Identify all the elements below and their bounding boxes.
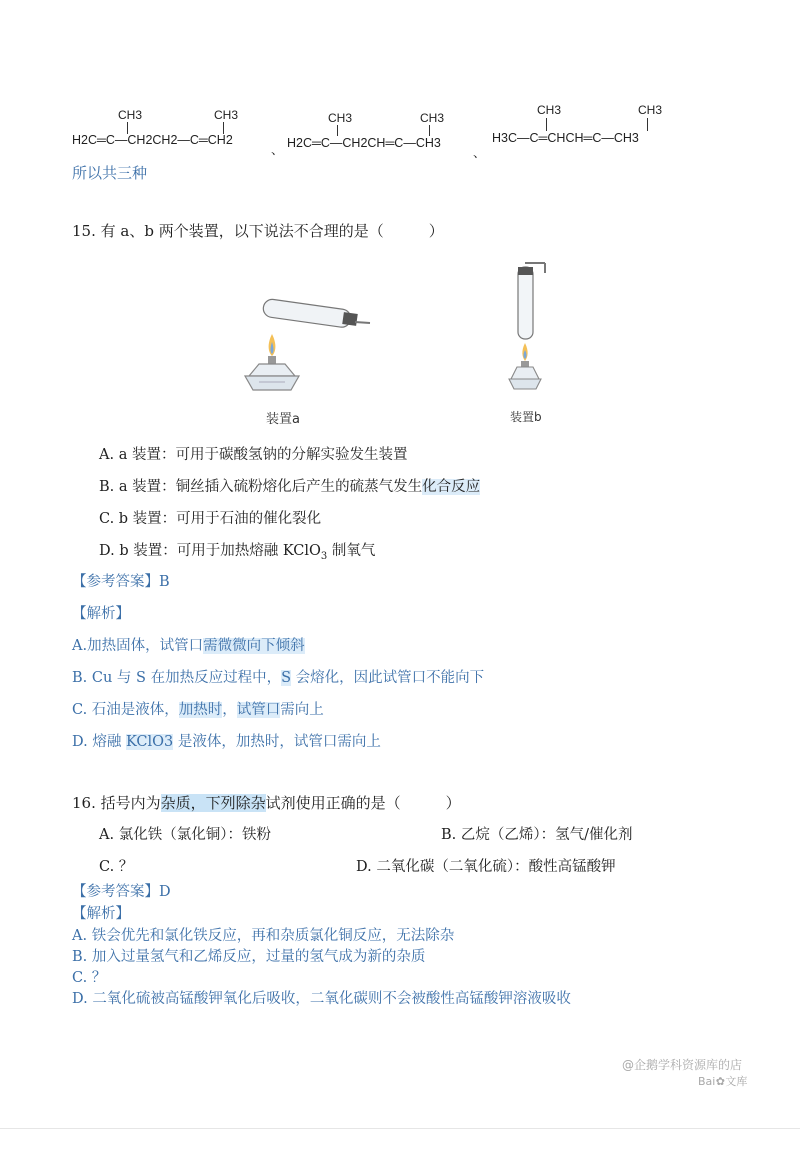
q15-option-d-suffix: 制氧气 — [327, 543, 376, 559]
q16-option-a: A. 氯化铁（氯化铜）：铁粉 — [99, 827, 271, 843]
q15-analysis-c-suffix: 需向上 — [280, 702, 324, 718]
q16-analysis-title: 【解析】 — [72, 906, 130, 922]
apparatus-a-label: 装置a — [266, 412, 300, 427]
formula2-separator: 、 — [473, 146, 486, 160]
apparatus-a-illustration — [235, 298, 380, 398]
q15-option-c: C. b 装置：可用于石油的催化裂化 — [99, 511, 322, 527]
q15-analysis-a-highlight: 需微微向下倾斜 — [203, 638, 305, 654]
apparatus-b-illustration — [505, 255, 560, 400]
formula3-ch3-left: CH3 — [537, 103, 562, 117]
q15-analysis-d-suffix: 是液体，加热时，试管口需向上 — [173, 734, 381, 750]
q16-stem-text: 16. 括号内为 — [72, 794, 161, 812]
formula3-bond-left — [546, 118, 547, 131]
q15-analysis-b-highlight: S — [281, 670, 292, 686]
q15-analysis-b-suffix: 会熔化，因此试管口不能向下 — [291, 670, 485, 686]
q15-answer: 【参考答案】B — [72, 574, 170, 590]
q16-analysis-d: D. 二氧化硫被高锰酸钾氧化后吸收，二氧化碳则不会被酸性高锰酸钾溶液吸收 — [72, 991, 571, 1007]
q15-option-b-text: B. a 装置：铜丝插入硫粉熔化后产生的硫蒸气发生 — [99, 479, 423, 495]
formula1-ch3-right: CH3 — [214, 108, 239, 122]
q15-stem: 15. 有 a、b 两个装置，以下说法不合理的是（ ） — [72, 222, 444, 240]
conclusion-text: 所以共三种 — [72, 164, 148, 182]
q15-analysis-c-highlight-1: 加热时 — [178, 702, 223, 718]
formula2-bond-left — [337, 125, 338, 136]
formula3-ch3-right: CH3 — [638, 103, 663, 117]
q16-stem-highlight-1: 杂质 — [160, 794, 191, 812]
q15-analysis-c-mid: ， — [222, 702, 237, 718]
q15-analysis-b-text: B. Cu 与 S 在加热反应过程中， — [72, 670, 282, 686]
formula2-bond-right — [429, 125, 430, 136]
q16-stem-highlight-2: 除杂 — [235, 794, 266, 812]
q16-option-d: D. 二氧化碳（二氧化硫）：酸性高锰酸钾 — [356, 859, 616, 875]
q15-analysis-c-highlight-2: 试管口 — [236, 702, 281, 718]
q15-option-b-highlight: 化合反应 — [422, 479, 481, 495]
formula2-ch3-right: CH3 — [420, 111, 445, 125]
formula2-ch3-left: CH3 — [328, 111, 353, 125]
q15-analysis-d — [72, 730, 381, 751]
q15-analysis-c — [72, 698, 324, 719]
q16-analysis-c: C. ？ — [72, 970, 107, 986]
q15-analysis-a — [72, 634, 305, 655]
q16-option-b: B. 乙烷（乙烯）：氢气/催化剂 — [441, 827, 633, 843]
formula3-chain: H3C—C═CHCH═C—CH3 — [492, 131, 639, 145]
q16-answer: 【参考答案】D — [72, 884, 171, 900]
q15-analysis-b — [72, 666, 484, 687]
q16-stem-mid: ，下列 — [190, 794, 236, 812]
q15-analysis-d-text: D. 熔融 — [72, 734, 126, 750]
formula1-ch3-left: CH3 — [118, 108, 143, 122]
watermark-shop-name: @企鹅学科资源库的店 — [622, 1058, 743, 1072]
page-bottom-divider — [0, 1128, 800, 1129]
q15-option-d-text: D. b 装置：可用于加热熔融 KClO — [99, 543, 321, 559]
formula2-chain: H2C═C—CH2CH═C—CH3 — [287, 136, 441, 150]
q16-analysis-a: A. 铁会优先和氯化铁反应，再和杂质氯化铜反应，无法除杂 — [72, 928, 455, 944]
watermark-brand-text: Bai — [698, 1075, 716, 1088]
q15-option-d — [99, 539, 375, 562]
q16-stem — [72, 792, 461, 813]
paw-icon: ✿ — [715, 1075, 725, 1088]
q15-analysis-title: 【解析】 — [72, 606, 130, 622]
q15-analysis-c-text: C. 石油是液体， — [72, 702, 179, 718]
q16-option-c: C. ？ — [99, 859, 134, 875]
q15-analysis-d-highlight: KClO3 — [125, 734, 174, 750]
watermark-brand-suffix: 文库 — [725, 1075, 748, 1088]
q16-stem-suffix: 试剂使用正确的是（ ） — [265, 794, 461, 812]
q15-analysis-a-text: A.加热固体，试管口 — [72, 638, 204, 654]
formula1-chain: H2C═C—CH2CH2—C═CH2 — [72, 133, 233, 147]
q15-option-a: A. a 装置：可用于碳酸氢钠的分解实验发生装置 — [99, 447, 408, 463]
formula1-separator: 、 — [271, 143, 284, 157]
q16-analysis-b: B. 加入过量氢气和乙烯反应，过量的氢气成为新的杂质 — [72, 949, 426, 965]
formula3-bond-right — [647, 118, 648, 131]
watermark-brand — [698, 1073, 747, 1089]
q15-option-d-subscript: 3 — [320, 550, 328, 562]
apparatus-b-label: 装置b — [510, 410, 542, 424]
q15-option-b — [99, 475, 480, 496]
